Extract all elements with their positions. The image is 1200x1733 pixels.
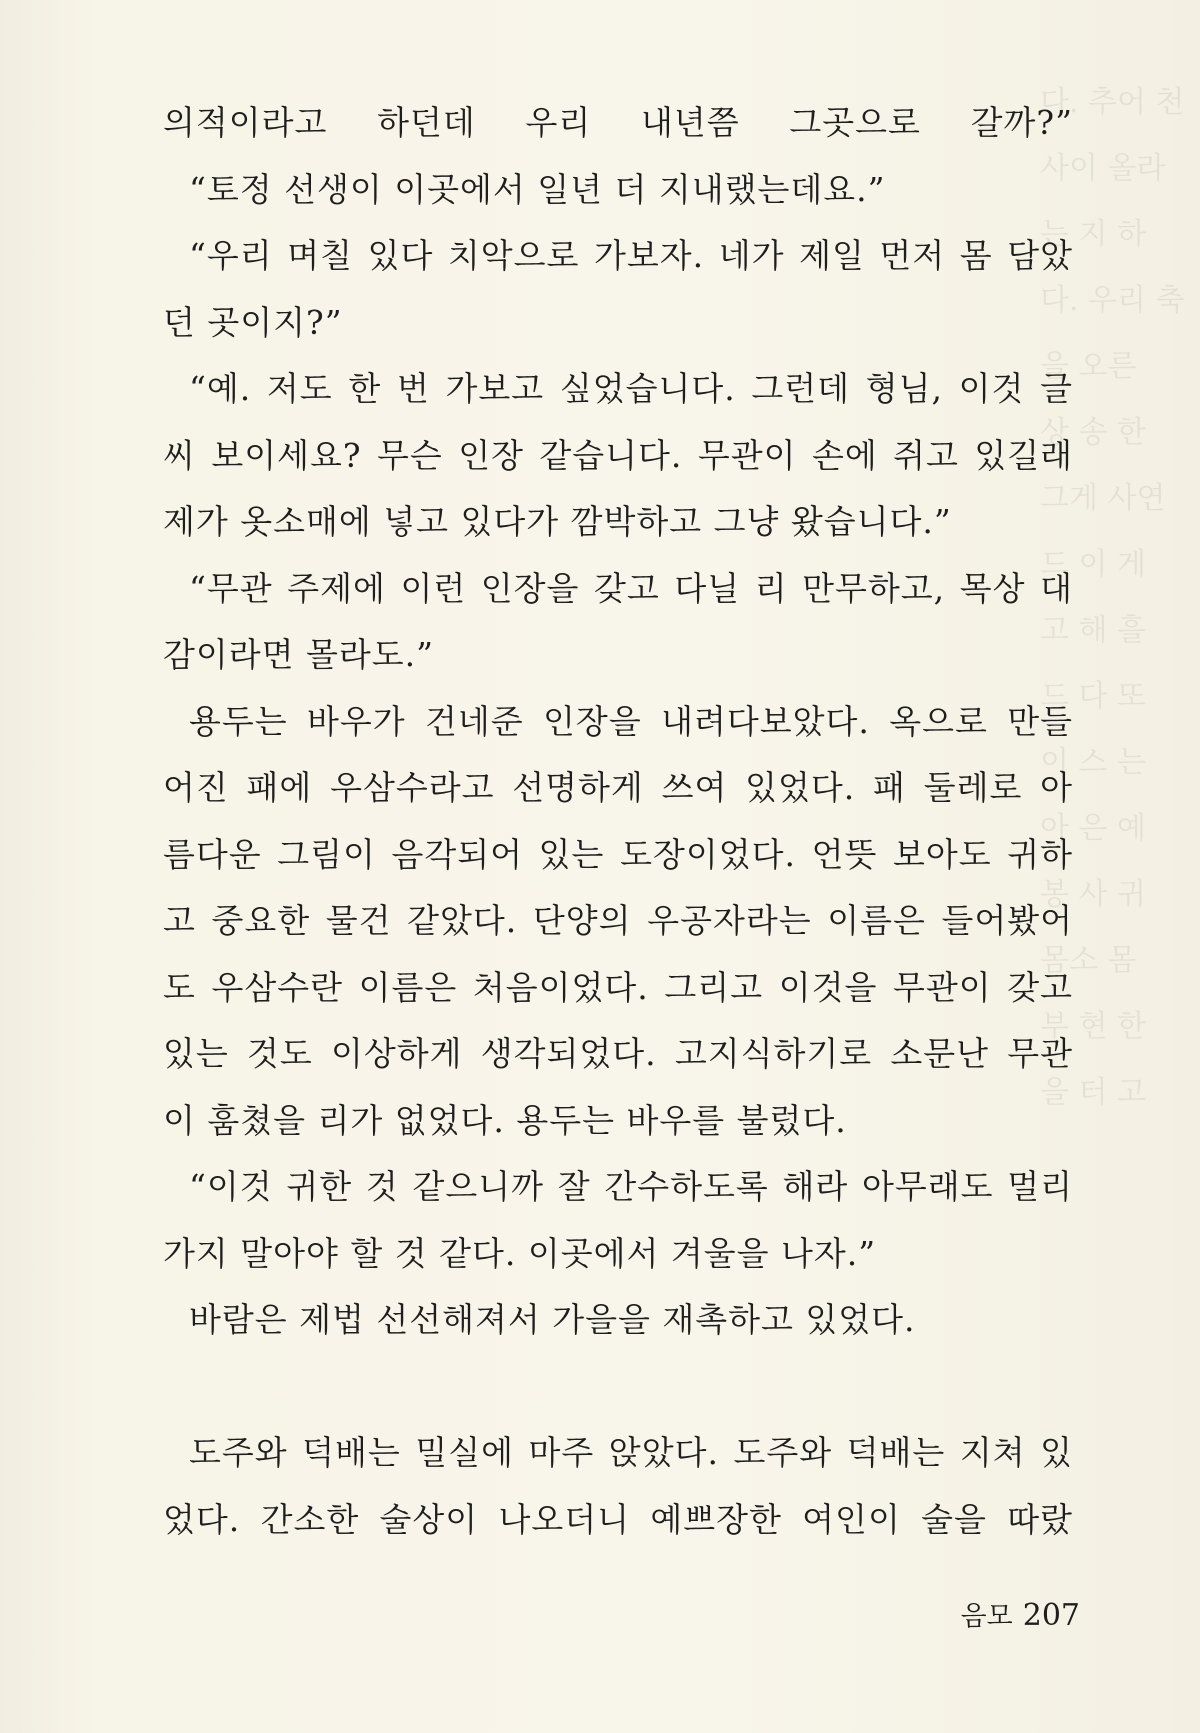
text-line: 가지 말아야 할 것 같다. 이곳에서 겨울을 나자.”: [163, 1233, 877, 1273]
text-line: 용두는 바우가 건네준 인장을 내려다보았다. 옥으로 만들: [189, 701, 1073, 741]
text-line: 바람은 제법 선선해져서 가을을 재촉하고 있었다.: [189, 1300, 916, 1339]
text-line: 어진 패에 우삼수라고 선명하게 쓰여 있었다. 패 둘레로 아: [163, 768, 1073, 807]
text-line: “예. 저도 한 번 가보고 싶었습니다. 그런데 형님, 이것 글: [189, 369, 1073, 408]
text-line: “토정 선생이 이곳에서 일년 더 지내랬는데요.”: [189, 169, 886, 209]
text-line: 던 곳이지?”: [163, 302, 343, 342]
body-text: [163, 90, 1073, 1553]
text-line: “우리 며칠 있다 치악으로 가보자. 네가 제일 먼저 몸 담았: [189, 236, 1073, 275]
text-line: 씨 보이세요? 무슨 인장 같습니다. 무관이 손에 쥐고 있길래: [163, 435, 1073, 475]
chapter-title: 음모: [960, 1601, 1013, 1632]
text-line: “이것 귀한 것 같으니까 잘 간수하도록 해라 아무래도 멀리: [189, 1167, 1073, 1206]
text-line: 감이라면 몰라도.”: [163, 635, 434, 674]
text-line: 었다. 간소한 술상이 나오더니 예쁘장한 여인이 술을 따랐: [163, 1499, 1073, 1539]
text-line: 름다운 그림이 음각되어 있는 도장이었다. 언뜻 보아도 귀하: [163, 834, 1073, 874]
text-line: 있는 것도 이상하게 생각되었다. 고지식하기로 소문난 무관: [163, 1034, 1073, 1073]
text-line: 도 우삼수란 이름은 처음이었다. 그리고 이것을 무관이 갖고: [163, 967, 1073, 1007]
section-break: [163, 1354, 1073, 1421]
text-line: 제가 옷소매에 넣고 있다가 깜박하고 그냥 왔습니다.”: [163, 502, 952, 541]
page-footer: [800, 1596, 1080, 1636]
text-line: 도주와 덕배는 밀실에 마주 앉았다. 도주와 덕배는 지쳐 있: [189, 1433, 1073, 1472]
bleed-through-text: 다. 추어 천 사이 올라 는 지 하 다. 우리 축 을 오른 상 송 한 그게 사연 드 이 게 고 해 흘 드 다 또 이 스 는 아 은 예 봉 사 귀 몸소 몸 부 현 한 을 터 고: [1040, 85, 1185, 1110]
text-line: 의적이라고 하던데 우리 내년쯤 그곳으로 갈까?”: [163, 103, 1073, 142]
text-line: 이 훔쳤을 리가 없었다. 용두는 바우를 불렀다.: [163, 1100, 847, 1140]
page-number: 207: [1022, 1598, 1080, 1633]
text-line: 고 중요한 물건 같았다. 단양의 우공자라는 이름은 들어봤어: [163, 901, 1073, 940]
text-line: “무관 주제에 이런 인장을 갖고 다닐 리 만무하고, 목상 대: [189, 568, 1073, 608]
